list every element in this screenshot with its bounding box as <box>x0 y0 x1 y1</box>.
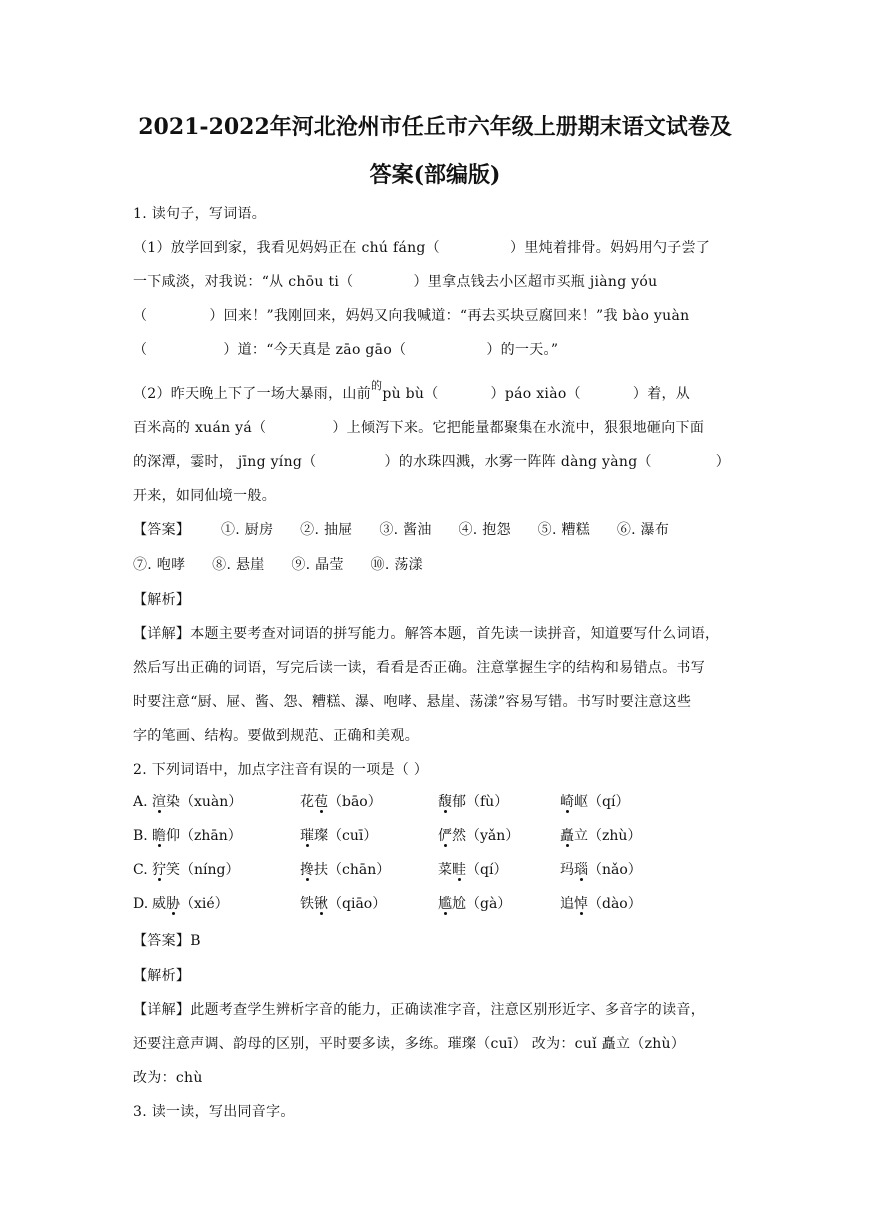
option-word <box>560 792 629 812</box>
dotted-character: 瞻 <box>152 828 166 844</box>
word-rest: 然（yǎn） <box>452 828 520 844</box>
option-word <box>560 894 642 914</box>
word-rest: 染（xuàn） <box>166 794 243 810</box>
word-rest: 仰（zhān） <box>166 828 242 844</box>
dotted-character: 渲 <box>152 794 166 810</box>
word-prefix: 铁 <box>300 896 314 912</box>
dotted-character: 狞 <box>152 862 166 878</box>
q1-detail-line: 字的笔画、结构。要做到规范、正确和美观。 <box>133 728 419 744</box>
dotted-character: 畦 <box>452 862 466 878</box>
word-rest: 璨（cuī） <box>314 828 378 844</box>
word-rest: （qí） <box>466 862 508 878</box>
answer-item: ⑨. 晶莹 <box>291 557 344 573</box>
text: ）上倾泻下来。它把能量都聚集在水流中，狠狠地砸向下面 <box>332 420 705 436</box>
answer-item: ⑧. 悬崖 <box>212 557 265 573</box>
option-word <box>152 792 242 812</box>
word-rest: 岖（qí） <box>574 794 630 810</box>
word-rest: （nǎo） <box>588 862 642 878</box>
dotted-character: 尴 <box>438 896 452 912</box>
answer-item: ⑦. 咆哮 <box>133 557 186 573</box>
text: ）里炖着排骨。妈妈用勺子尝了 <box>510 240 711 256</box>
dotted-character: 胁 <box>166 896 180 912</box>
q1-analysis-label: 【解析】 <box>133 592 191 608</box>
dotted-character: 崎 <box>560 794 574 810</box>
option-word <box>560 860 642 880</box>
answer-item: ②. 抽屉 <box>300 522 353 538</box>
word-rest: （bāo） <box>328 794 382 810</box>
q1-detail-line: 然后写出正确的词语，写完后读一读，看看是否正确。注意掌握生字的结构和易错点。书写 <box>133 660 705 676</box>
text: ）着，从 <box>632 386 691 402</box>
text: ）的水珠四溅，水雾一阵阵 dàng yàng（ <box>384 454 652 470</box>
document-title-line-1: 2021-2022年河北沧州市任丘市六年级上册期末语文试卷及 <box>138 114 732 140</box>
text: ）里拿点钱去小区超市买瓶 jiàng yóu <box>413 274 658 290</box>
dotted-character: 璀 <box>300 828 314 844</box>
text: （1）放学回到家，我看见妈妈正在 chú fáng（ <box>133 240 440 256</box>
option-label: D. <box>133 896 149 912</box>
dotted-character: 矗 <box>560 828 574 844</box>
text: ） <box>715 454 731 470</box>
option-word <box>560 826 641 846</box>
word-prefix: 花 <box>300 794 314 810</box>
q2-detail-line: 【详解】此题考查学生辨析字音的能力，正确读准字音，注意区别形近字、多音字的读音， <box>133 1002 705 1018</box>
option-word <box>438 826 519 846</box>
word-rest: 扶（chān） <box>314 862 391 878</box>
dotted-character: 苞 <box>314 794 328 810</box>
text: （ <box>133 308 148 324</box>
dotted-character: 搀 <box>300 862 314 878</box>
q2-detail-line: 还要注意声调、韵母的区别，平时要多读，多练。璀璨（cuī） 改为：cuǐ 矗立（zhù） <box>133 1036 686 1052</box>
q1-p2-line-3 <box>133 452 743 472</box>
word-prefix: 追 <box>560 896 574 912</box>
answer-item: ④. 抱怨 <box>458 522 511 538</box>
word-prefix: 玛 <box>560 862 574 878</box>
dotted-character: 悼 <box>574 896 588 912</box>
option-word <box>152 826 242 846</box>
answer-item: ⑩. 荡漾 <box>370 557 423 573</box>
option-word <box>300 826 377 846</box>
word-rest: （qiāo） <box>328 896 387 912</box>
q1-p2-line-4: 开来，如同仙境一般。 <box>133 488 276 504</box>
q2-answer: 【答案】B <box>133 933 201 949</box>
answer-item: ⑤. 糟糕 <box>537 522 591 538</box>
q1-p2-line-1 <box>133 379 743 405</box>
text: 的深潭，霎时， jīng yíng（ <box>133 454 317 470</box>
q1-detail-line: 【详解】本题主要考查对词语的拼写能力。解答本题，首先读一读拼音，知道要写什么词语， <box>133 626 720 642</box>
q2-detail-line: 改为：chù <box>133 1070 203 1086</box>
q1-p1-line-4 <box>133 340 743 360</box>
dotted-character: 锹 <box>314 896 328 912</box>
question-1-heading: 1. 读句子，写词语。 <box>133 206 267 222</box>
text: （ <box>133 342 148 358</box>
text: ）道：“今天真是 zāo gāo（ <box>223 342 407 358</box>
option-word <box>438 894 511 914</box>
answer-item: ①. 厨房 <box>220 522 274 538</box>
option-word <box>152 860 239 880</box>
q1-detail-line: 时要注意“厨、屉、酱、怨、糟糕、瀑、咆哮、悬崖、荡漾”容易写错。书写时要注意这些 <box>133 694 692 710</box>
text: ）的一天。” <box>486 342 559 358</box>
option-label: C. <box>133 862 148 878</box>
text: （2）昨天晚上下了一场大暴雨，山前 <box>133 386 372 402</box>
word-rest: 尬（gà） <box>452 896 512 912</box>
option-word <box>300 894 386 914</box>
word-rest: 郁（fù） <box>452 794 509 810</box>
text: ）回来！”我刚回来，妈妈又向我喊道：“再去买块豆腐回来！”我 bào yuàn <box>209 308 690 324</box>
q1-p1-line-3 <box>133 306 743 326</box>
word-rest: 立（zhù） <box>574 828 642 844</box>
option-word <box>152 894 229 914</box>
q1-p1-line-2 <box>133 272 743 292</box>
text: 的 <box>371 379 383 392</box>
option-word <box>438 792 508 812</box>
answer-item: ⑥. 瀑布 <box>616 522 670 538</box>
text: 百米高的 xuán yá（ <box>133 420 267 436</box>
dotted-character: 俨 <box>438 828 452 844</box>
option-word <box>438 860 507 880</box>
document-title-line-2: 答案(部编版) <box>369 162 501 188</box>
dotted-character: 瑙 <box>574 862 588 878</box>
word-rest: （xié） <box>180 896 229 912</box>
q1-p1-line-1 <box>133 238 743 258</box>
q2-analysis-label: 【解析】 <box>133 968 191 984</box>
question-3-heading: 3. 读一读，写出同音字。 <box>133 1104 295 1120</box>
word-rest: 笑（níng） <box>166 862 240 878</box>
text: ）páo xiào（ <box>490 386 581 402</box>
answer-item: ③. 酱油 <box>379 522 432 538</box>
option-label: A. <box>133 794 148 810</box>
text: pù bù（ <box>382 386 439 402</box>
answer-label: 【答案】 <box>133 522 191 538</box>
q1-p2-line-2 <box>133 418 743 438</box>
word-prefix: 菜 <box>438 862 452 878</box>
option-label: B. <box>133 828 148 844</box>
q1-answer-row-2 <box>133 555 743 575</box>
dotted-character: 馥 <box>438 794 452 810</box>
word-prefix: 威 <box>152 896 166 912</box>
question-2-heading: 2. 下列词语中，加点字注音有误的一项是（ ） <box>133 762 429 778</box>
q1-answer-row-1 <box>133 520 743 540</box>
option-word <box>300 792 382 812</box>
text: 一下咸淡，对我说：“从 chōu ti（ <box>133 274 354 290</box>
option-word <box>300 860 390 880</box>
word-rest: （dào） <box>588 896 642 912</box>
